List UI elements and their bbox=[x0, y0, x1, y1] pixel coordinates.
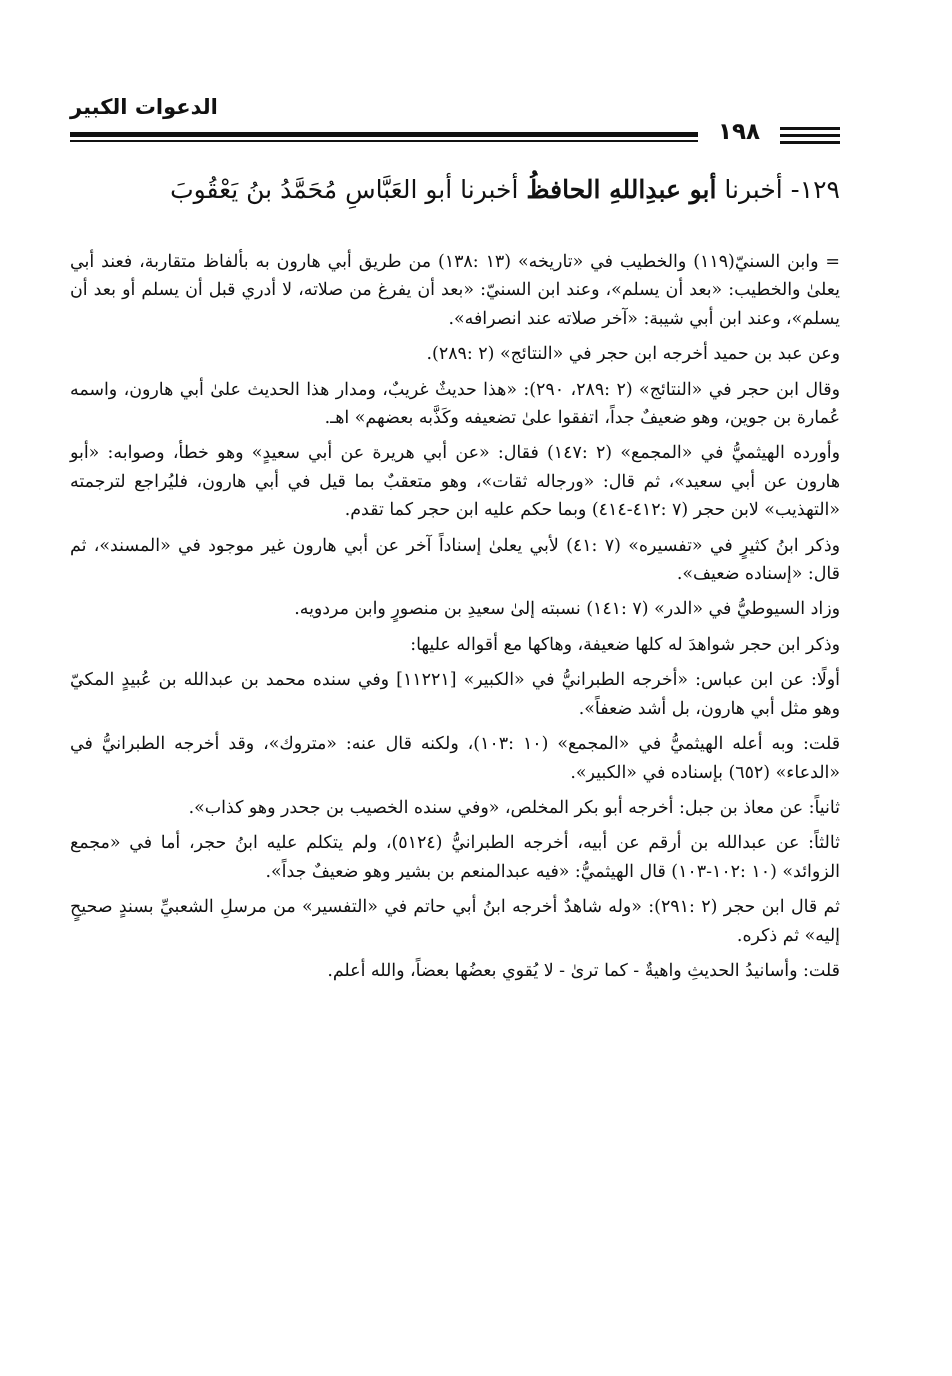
footnote-paragraph: وذكر ابنُ كثيرٍ في «تفسيره» (٧ :٤١) لأبي يعلىٰ إسناداً آخر عن أبي هارون غير موجود في «المسند»، ثم قال: «إسناده ضعيف». bbox=[70, 535, 840, 585]
header-rule-thick bbox=[70, 132, 698, 137]
footnote-paragraph: وقال ابن حجر في «النتائج» (٢ :٢٨٩، ٢٩٠): «هذا حديثٌ غريبٌ، ومدار هذا الحديث علىٰ أبي هارون، واسمه عُمارة بن جوين، وهو ضعيفٌ جداً، اتفقوا علىٰ تضعيفه وكَذَّبه بعضهم» اهـ. bbox=[70, 379, 841, 429]
footnote-paragraph: ثالثاً: عن عبدالله بن أرقم عن أبيه، أخرجه الطبرانيُّ (٥١٢٤)، ولم يتكلم عليه ابنُ حجر، أما في «مجمع الزوائد» (١٠ :١٠٢-١٠٣) قال الهيثميُّ: «فيه عبدالمنعم بن بشير وهو ضعيفٌ جداً». bbox=[70, 833, 840, 882]
hadith-text bbox=[70, 170, 840, 210]
hadith-text-after: أخبرنا أبو العَبَّاسِ مُحَمَّدُ بنُ يَعْقُوبَ bbox=[170, 175, 527, 204]
footnote-paragraph: وأورده الهيثميُّ في «المجمع» (٢ :١٤٧) فقال: «عن أبي هريرة عن أبي سعيدٍ» وهو خطأ، وصوابه: «أبو هارون عن أبي سعيد»، ثم قال: «ورجاله ثقات»، وهو متعقبٌ بما قيل في أبي هارون، فليُراجع لترجمته «التهذيب» لابن حجر (٧ :٤١٢-٤١٤) وبما حكم عليه ابن حجر كما تقدم. bbox=[70, 443, 840, 521]
footnote-paragraph: أولًا: عن ابن عباس: «أخرجه الطبرانيُّ في «الكبير» [١١٢٢١] وفي سنده محمد بن عبدالله بن عُبيدٍ المكيّ وهو مثل أبي هارون، بل أشد ضعفاً». bbox=[70, 670, 841, 719]
hadith-text-before: أخبرنا bbox=[716, 175, 783, 204]
page-number-rule-bottom bbox=[780, 141, 840, 144]
hadith-number: ١٢٩- bbox=[782, 175, 840, 204]
footnote-paragraph: قلت: وبه أعله الهيثميُّ في «المجمع» (١٠ :١٠٣)، ولكنه قال عنه: «متروك»، وقد أخرجه الطبرانيُّ في «الدعاء» (٦٥٢) بإسناده في «الكبير». bbox=[70, 734, 841, 783]
footnote-paragraph: قلت: وأسانيدُ الحديثِ واهيةٌ - كما ترىٰ - لا يُقوي بعضُها بعضاً، والله أعلم. bbox=[327, 960, 840, 981]
page-number-rule-middle bbox=[780, 134, 840, 137]
footnote-paragraph: وذكر ابن حجر شواهدَ له كلها ضعيفة، وهاكها مع أقواله عليها: bbox=[410, 634, 840, 655]
footnote-paragraph: وعن عبد بن حميد أخرجه ابن حجر في «النتائج» (٢ :٢٨٩). bbox=[426, 344, 840, 365]
running-title: الدعوات الكبير bbox=[70, 95, 218, 119]
footnote-paragraph: وزاد السيوطيُّ في «الدر» (٧ :١٤١) نسبته إلىٰ سعيدِ بن منصورٍ وابن مردويه. bbox=[294, 599, 840, 620]
hadith-narrator-bold: أبو عبدِاللهِ الحافظُ bbox=[526, 175, 717, 204]
header-rule-thin bbox=[70, 140, 698, 142]
footnote-paragraph: ثانياً: عن معاذ بن جبل: أخرجه أبو بكر المخلص، «وفي سنده الخصيب بن جحدر وهو كذاب». bbox=[188, 797, 840, 818]
footnote-paragraph: ثم قال ابن حجر (٢ :٢٩١): «وله شاهدٌ أخرجه ابنُ أبي حاتم في «التفسير» من مرسلِ الشعبيِّ بسندٍ صحيحٍ إليه» ثم ذكره. bbox=[70, 897, 840, 946]
page-number-rule-top bbox=[780, 127, 840, 130]
footnotes bbox=[70, 248, 840, 1298]
page-number: ١٩٨ bbox=[717, 119, 761, 145]
footnote-paragraph: = وابن السنيّ(١١٩) والخطيب في «تاريخه» (١٣ :١٣٨) من طريق أبي هارون به بألفاظ متقاربة، فعند أبي يعلىٰ والخطيب: «بعد أن يسلم»، وعند ابن السنيّ: «بعد أن يفرغ من صلاته، لا أدري قبل أن يسلم أو بعد أن يسلم»، وعند ابن أبي شيبة: «آخر صلاته عند انصرافه». bbox=[70, 252, 841, 329]
